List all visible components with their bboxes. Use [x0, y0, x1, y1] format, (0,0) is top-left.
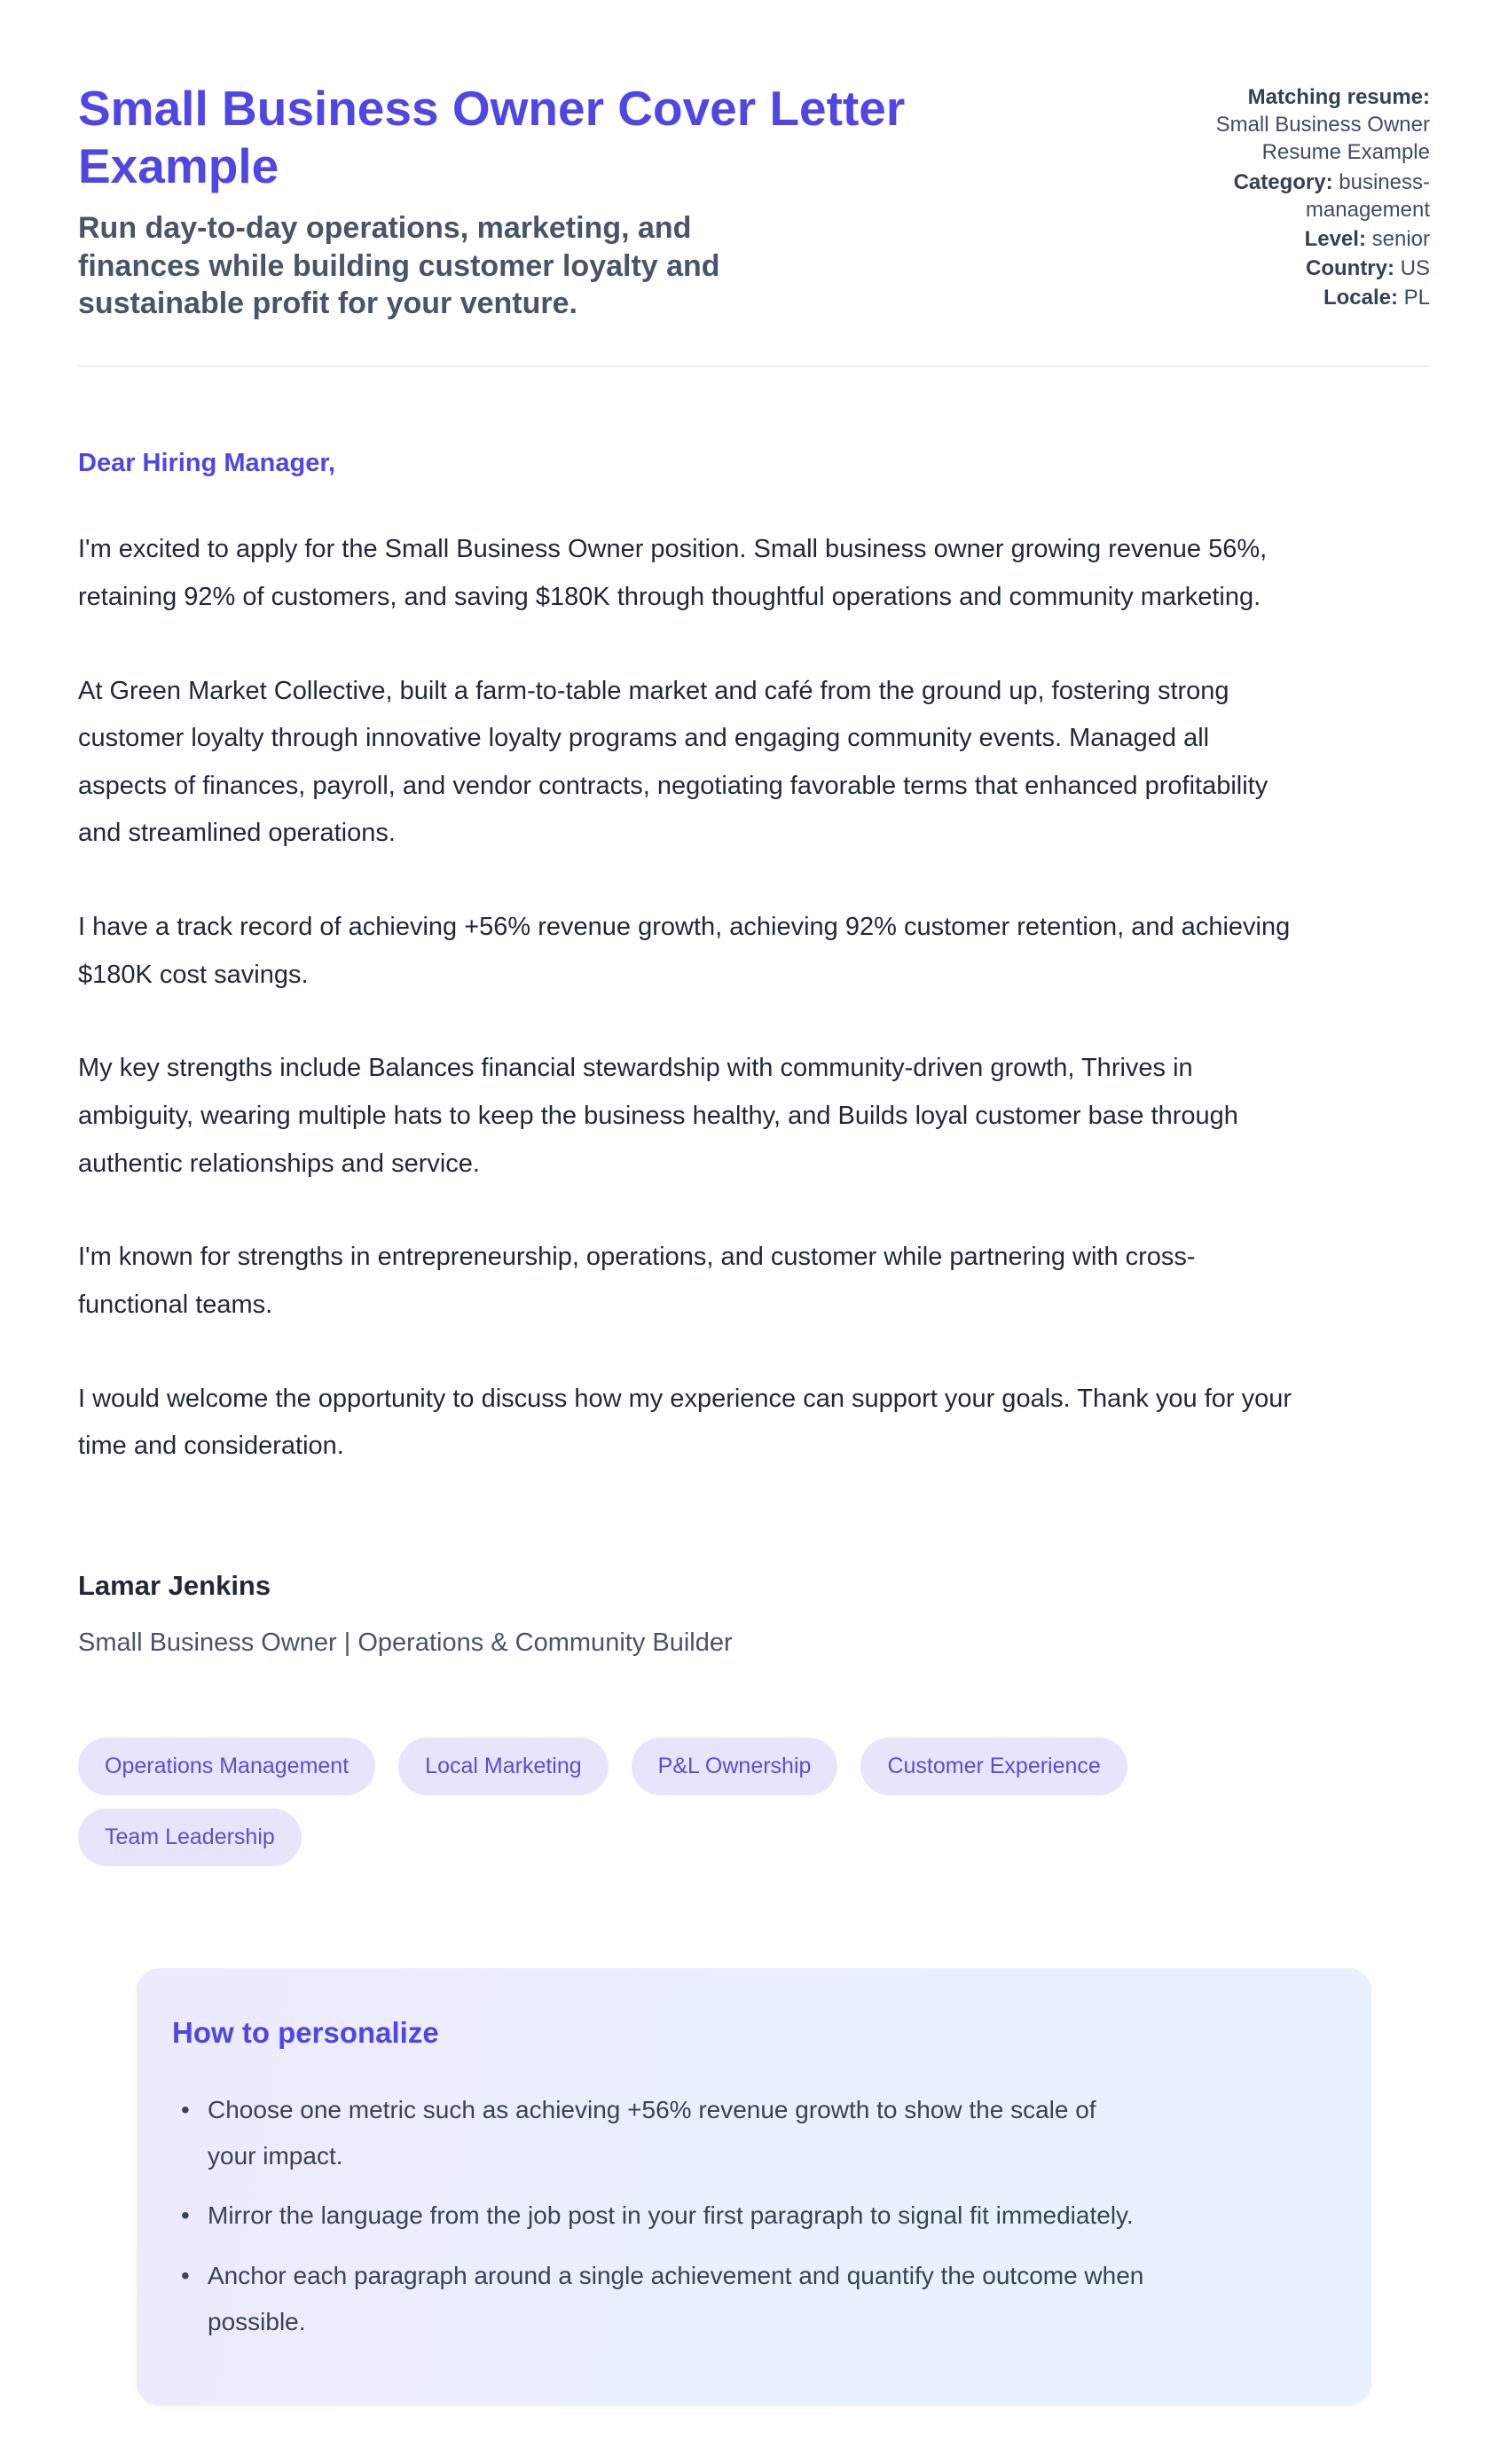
letter-paragraph: I'm excited to apply for the Small Business Owner position. Small business owner growing revenue 56%, retaining 92% of customers, and saving $180K through thoughtful operations and community marketing.: [78, 535, 1268, 611]
meta-item: [1164, 284, 1430, 311]
letter-body: [78, 449, 1430, 1658]
letter-paragraphs: [78, 526, 1430, 1471]
meta-item: [1164, 83, 1430, 167]
letter-paragraph: I'm known for strengths in entrepreneurship, operations, and customer while partnering with cross-functional teams.: [78, 1243, 1196, 1319]
greeting: Dear Hiring Manager,: [78, 449, 336, 478]
page-header: [78, 80, 1430, 323]
letter-paragraph: At Green Market Collective, built a farm-to-table market and café from the ground up, fostering strong customer loyalty through innovative loyalty programs and engaging community events. Managed all aspects of finances, payroll, and vendor contracts, negotiating favorable terms that enhanced profitability and streamlined operations.: [78, 676, 1268, 848]
meta-item: [1164, 169, 1430, 224]
letter-paragraph: My key strengths include Balances financial stewardship with community-driven growth, Thrives in ambiguity, wearing multiple hats to keep the business healthy, and Builds loyal customer base through authentic relationships and service.: [78, 1054, 1238, 1178]
personalize-tips-box: [137, 1968, 1371, 2405]
skill-tag: Customer Experience: [860, 1738, 1127, 1795]
meta-item: [1164, 255, 1430, 282]
meta-label: Country:: [1306, 256, 1394, 281]
tip-item: • Mirror the language from the job post in your first paragraph to signal fit immediately.: [172, 2193, 1148, 2239]
letter-paragraph: I would welcome the opportunity to discuss how my experience can support your goals. Thank you for your time and consideration.: [78, 1384, 1292, 1461]
meta-label: Category:: [1233, 169, 1333, 194]
tip-item: • Choose one metric such as achieving +56% revenue growth to show the scale of your impact.: [172, 2087, 1148, 2179]
meta-value: senior: [1371, 226, 1430, 251]
signature-block: [78, 1570, 1430, 1658]
tips-title: How to personalize: [172, 2015, 439, 2049]
header-divider: [78, 365, 1430, 367]
meta-item: [1164, 225, 1430, 253]
skill-tag: Operations Management: [78, 1738, 375, 1795]
tip-item: • Anchor each paragraph around a single achievement and quantify the outcome when possible.: [172, 2253, 1148, 2345]
skill-tags: [78, 1738, 1187, 1866]
meta-label: Level:: [1304, 226, 1366, 251]
meta-value: US: [1400, 256, 1430, 281]
meta-label: Locale:: [1323, 286, 1398, 310]
signature-title: Small Business Owner | Operations & Community Builder: [78, 1628, 733, 1657]
resume-meta: [1164, 80, 1430, 314]
skill-tag: Team Leadership: [78, 1809, 302, 1866]
meta-label: Matching resume:: [1247, 85, 1430, 109]
meta-value: business-management: [1305, 169, 1430, 222]
meta-value: PL: [1403, 286, 1430, 310]
page-subtitle: Run day-to-day operations, marketing, and finances while building customer loyalty and sustainable profit for your venture.: [78, 210, 720, 321]
skill-tag: P&L Ownership: [632, 1738, 838, 1795]
meta-value: Small Business Owner Resume Example: [1215, 113, 1430, 165]
letter-paragraph: I have a track record of achieving +56% revenue growth, achieving 92% customer retention, and achieving $180K cost savings.: [78, 913, 1291, 989]
signature-name: Lamar Jenkins: [78, 1569, 271, 1601]
skill-tag: Local Marketing: [398, 1738, 608, 1795]
tips-list: [172, 2087, 1329, 2345]
page-title: Small Business Owner Cover Letter Example: [78, 81, 906, 193]
header-title-block: [78, 80, 1164, 323]
